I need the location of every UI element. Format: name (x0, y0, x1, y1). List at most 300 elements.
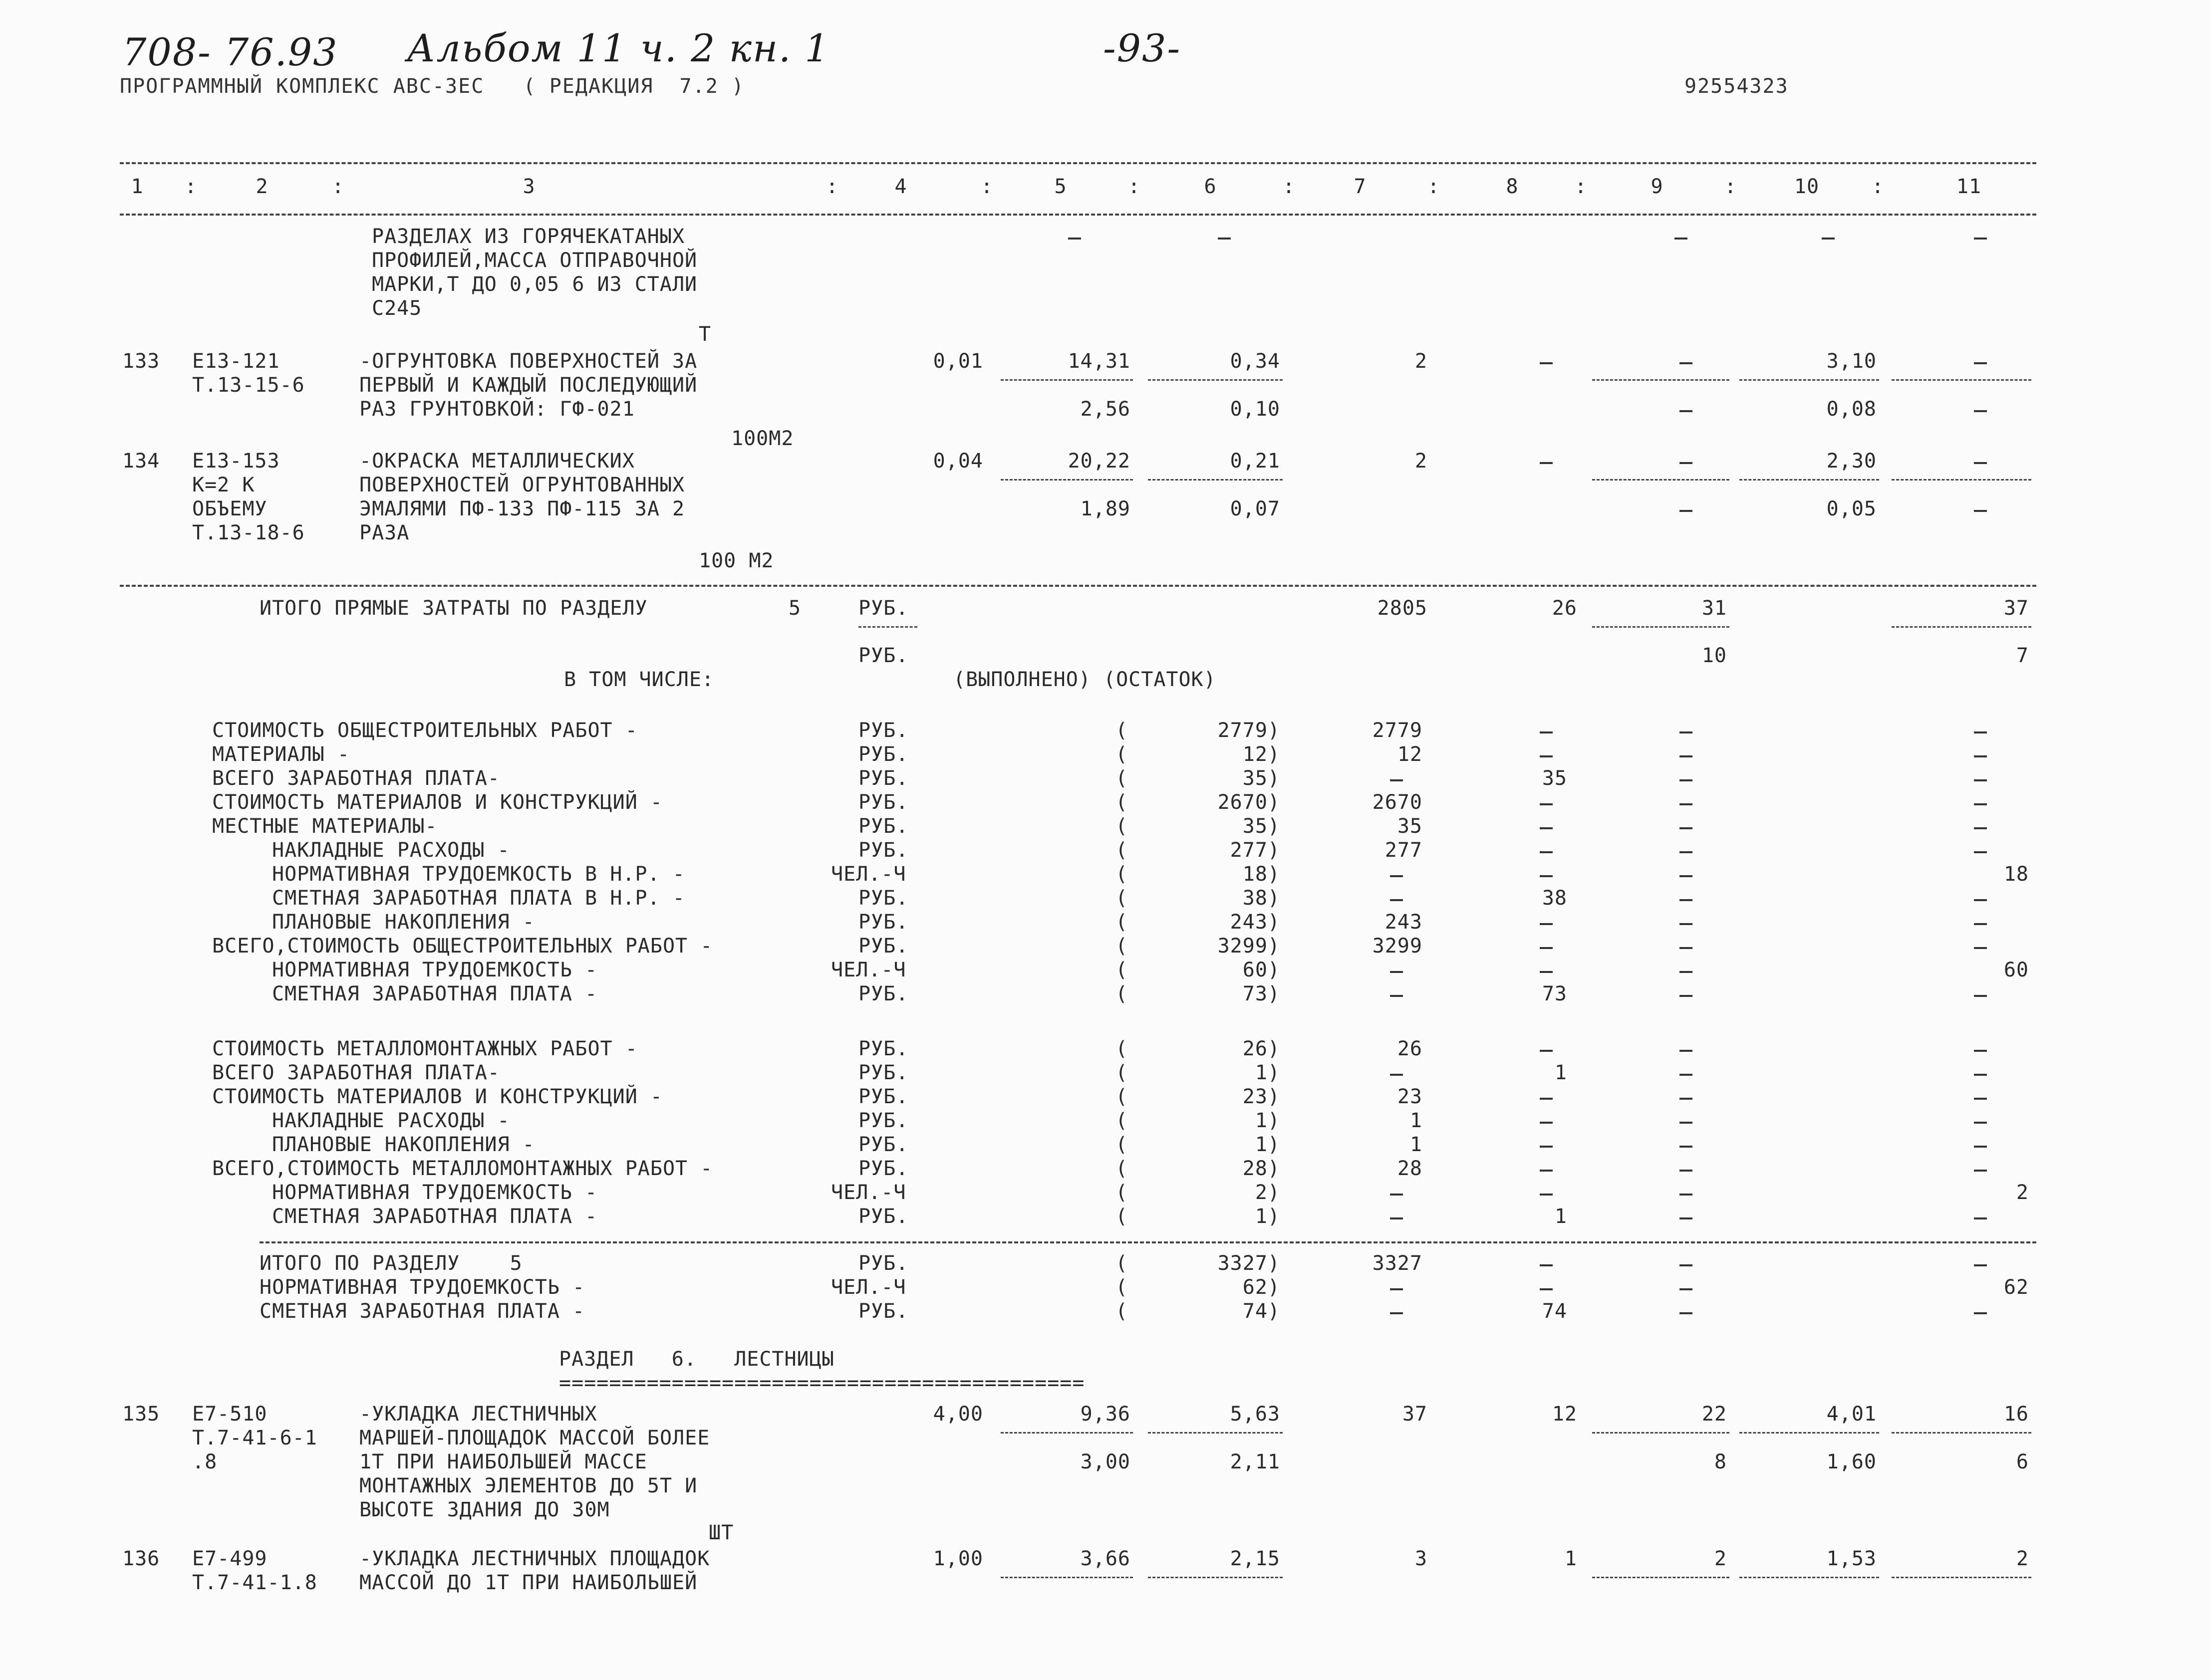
empty-value-dash (1974, 1312, 1987, 1314)
empty-value-dash (1679, 971, 1692, 973)
breakdown-label: ПЛАНОВЫЕ НАКОПЛЕНИЯ - (272, 1133, 535, 1156)
breakdown-label: НАКЛАДНЫЕ РАСХОДЫ - (272, 839, 510, 862)
work-description: МОНТАЖНЫХ ЭЛЕМЕНТОВ ДО 5Т И (359, 1474, 698, 1497)
column-separator: : (1427, 175, 1440, 198)
section-6-title: РАЗДЕЛ 6. ЛЕСТНИЦЫ (559, 1348, 834, 1371)
column-separator: : (826, 175, 839, 198)
machine-cost-secondary: 8 (1714, 1450, 1727, 1473)
measure-unit: 100М2 (731, 427, 794, 450)
breakdown-unit: РУБ. (858, 1061, 909, 1084)
empty-value-dash (1540, 755, 1553, 757)
empty-value-dash (1679, 1098, 1692, 1100)
section-6-underline: ========================================== (559, 1372, 1085, 1395)
empty-value-dash (1540, 875, 1553, 877)
empty-value-dash (1679, 1288, 1692, 1290)
empty-value-dash (1974, 1217, 1987, 1219)
breakdown-c11: 18 (2003, 863, 2029, 886)
breakdown-label: НОРМАТИВНАЯ ТРУДОЕМКОСТЬ - (272, 1181, 598, 1204)
subtotal-rule (1739, 379, 1879, 381)
section-total-remaining: 3327) (1217, 1252, 1280, 1275)
breakdown-unit: РУБ. (858, 791, 909, 814)
paren-open: ( (1115, 815, 1128, 838)
subtotal-rule (1001, 479, 1133, 480)
empty-value-dash (1679, 1217, 1692, 1219)
subtotal-rule (1148, 1577, 1283, 1578)
subtotal-rule (1892, 1432, 2031, 1434)
empty-value-dash (1540, 947, 1553, 949)
empty-value-dash (1679, 851, 1692, 853)
section-total-label: ИТОГО ПО РАЗДЕЛУ 5 (260, 1252, 523, 1275)
measure-unit: 100 М2 (699, 549, 774, 572)
column-header-6: 6 (1204, 175, 1217, 198)
breakdown-c8: 38 (1542, 887, 1567, 910)
subtotal-rule (1148, 479, 1283, 480)
labor-hours: 3,10 (1826, 350, 1877, 373)
paren-open: ( (1115, 1133, 1128, 1156)
empty-value-dash (1974, 1122, 1987, 1124)
breakdown-label: СТОИМОСТЬ МЕТАЛЛОМОНТАЖНЫХ РАБОТ - (212, 1037, 638, 1060)
breakdown-label: СТОИМОСТЬ МАТЕРИАЛОВ И КОНСТРУКЦИЙ - (212, 791, 663, 814)
paren-open: ( (1115, 863, 1128, 886)
empty-value-dash (1679, 731, 1692, 733)
quantity: 0,01 (933, 350, 983, 373)
empty-value-dash (1679, 755, 1692, 757)
done-remain-header: (ВЫПОЛНЕНО) (ОСТАТОК) (953, 668, 1216, 691)
labor-hours: 2,30 (1826, 450, 1877, 473)
paren-open: ( (1115, 791, 1128, 814)
breakdown-label: НОРМАТИВНАЯ ТРУДОЕМКОСТЬ - (272, 959, 598, 981)
empty-value-dash (1679, 1194, 1692, 1196)
quantity: 4,00 (933, 1403, 983, 1426)
empty-value-dash (1540, 362, 1553, 364)
empty-value-dash (1068, 238, 1081, 240)
total-labor: 16 (2003, 1403, 2029, 1426)
empty-value-dash (1679, 875, 1692, 877)
breakdown-remaining: 35) (1242, 767, 1280, 790)
breakdown-remaining: 28) (1242, 1157, 1280, 1180)
quantity: 0,04 (933, 450, 983, 473)
paren-open: ( (1115, 1276, 1128, 1299)
norm-code: ОБЪЕМУ (192, 497, 268, 520)
continuation-unit: Т (699, 323, 712, 346)
empty-value-dash (1679, 1146, 1692, 1148)
work-description: РАЗА (359, 521, 410, 544)
direct-costs-label: ИТОГО ПРЯМЫЕ ЗАТРАТЫ ПО РАЗДЕЛУ (260, 597, 648, 620)
empty-value-dash (1974, 1050, 1987, 1052)
empty-value-dash (1679, 1122, 1692, 1124)
machine-salary: 10 (1701, 644, 1727, 667)
labor-hours-secondary: 0,05 (1826, 497, 1877, 520)
breakdown-remaining: 1) (1255, 1109, 1280, 1132)
breakdown-c11: 2 (2016, 1181, 2029, 1204)
paren-open: ( (1115, 1037, 1128, 1060)
empty-value-dash (1974, 803, 1987, 805)
empty-value-dash (1679, 947, 1692, 949)
norm-code: Т.13-18-6 (192, 521, 305, 544)
work-description: ЭМАЛЯМИ ПФ-133 ПФ-115 ЗА 2 (359, 497, 685, 520)
total-labor-secondary: 6 (2016, 1450, 2029, 1473)
column-separator: : (332, 175, 345, 198)
total-direct-salary: 26 (1552, 597, 1577, 620)
subtotal-rule (1892, 479, 2031, 480)
section-total-remaining: 62) (1242, 1276, 1280, 1299)
subtotal-rule (1001, 1432, 1133, 1434)
machine-cost: 22 (1701, 1403, 1727, 1426)
paren-open: ( (1115, 1181, 1128, 1204)
breakdown-label: НОРМАТИВНАЯ ТРУДОЕМКОСТЬ В Н.Р. - (272, 863, 685, 886)
subtotal-rule (1892, 626, 2031, 628)
empty-value-dash (1974, 947, 1987, 949)
breakdown-remaining: 23) (1242, 1085, 1280, 1108)
paren-open: ( (1115, 1300, 1128, 1323)
norm-code: Е13-121 (192, 350, 280, 373)
empty-value-dash (1974, 238, 1987, 240)
empty-value-dash (1540, 1146, 1553, 1148)
column-separator: : (1283, 175, 1296, 198)
column-separator: : (1872, 175, 1885, 198)
work-description: -ОКРАСКА МЕТАЛЛИЧЕСКИХ (359, 450, 635, 473)
work-description: -УКЛАДКА ЛЕСТНИЧНЫХ (359, 1403, 597, 1426)
empty-value-dash (1974, 779, 1987, 781)
total-cost: 3 (1414, 1547, 1427, 1570)
breakdown-label: МАТЕРИАЛЫ - (212, 743, 350, 766)
subtotal-rule (1739, 1577, 1879, 1578)
empty-value-dash (1974, 755, 1987, 757)
breakdown-label: СТОИМОСТЬ МАТЕРИАЛОВ И КОНСТРУКЦИЙ - (212, 1085, 663, 1108)
unit-cost: 20,22 (1068, 450, 1130, 473)
empty-value-dash (1974, 827, 1987, 829)
paren-open: ( (1115, 1085, 1128, 1108)
empty-value-dash (1679, 1050, 1692, 1052)
breakdown-remaining: 2670) (1217, 791, 1280, 814)
labor-hours-secondary: 1,60 (1826, 1450, 1877, 1473)
breakdown-unit: РУБ. (858, 935, 909, 958)
breakdown-unit: РУБ. (858, 743, 909, 766)
empty-value-dash (1540, 827, 1553, 829)
column-header-3: 3 (523, 175, 536, 198)
breakdown-unit: РУБ. (858, 839, 909, 862)
breakdown-remaining: 1) (1255, 1133, 1280, 1156)
breakdown-c7: 12 (1397, 743, 1422, 766)
total-salary: 1 (1564, 1547, 1577, 1570)
empty-value-dash (1540, 462, 1553, 464)
empty-value-dash (1679, 1312, 1692, 1314)
empty-value-dash (1974, 1146, 1987, 1148)
header-rule-bottom (120, 214, 2036, 216)
empty-value-dash (1974, 362, 1987, 364)
section-total-rule (260, 1241, 2036, 1243)
breakdown-unit: РУБ. (858, 719, 909, 742)
unit-salary: 2,15 (1230, 1547, 1280, 1570)
unit-salary-secondary: 2,11 (1230, 1450, 1280, 1473)
total-labor: 2 (2016, 1547, 2029, 1570)
empty-value-dash (1822, 238, 1835, 240)
breakdown-label: ВСЕГО ЗАРАБОТНАЯ ПЛАТА- (212, 1061, 500, 1084)
breakdown-unit: ЧЕЛ.-Ч (831, 1181, 906, 1204)
norm-code: Е13-153 (192, 450, 280, 473)
breakdown-remaining: 73) (1242, 982, 1280, 1005)
empty-value-dash (1674, 238, 1687, 240)
unit-rub: РУБ. (858, 597, 909, 620)
machine-cost: 2 (1714, 1547, 1727, 1570)
empty-value-dash (1390, 875, 1403, 877)
breakdown-remaining: 277) (1230, 839, 1280, 862)
empty-value-dash (1540, 851, 1553, 853)
measure-unit: ШТ (709, 1521, 734, 1544)
empty-value-dash (1679, 1264, 1692, 1266)
total-salary: 12 (1552, 1403, 1577, 1426)
breakdown-c8: 1 (1554, 1061, 1567, 1084)
unit-cost: 9,36 (1080, 1403, 1130, 1426)
paren-open: ( (1115, 982, 1128, 1005)
breakdown-c8: 73 (1542, 982, 1567, 1005)
column-header-9: 9 (1651, 175, 1663, 198)
section-total-label: СМЕТНАЯ ЗАРАБОТНАЯ ПЛАТА - (260, 1300, 585, 1323)
norm-code: Е7-510 (192, 1403, 268, 1426)
column-header-7: 7 (1354, 175, 1367, 198)
breakdown-c8: 35 (1542, 767, 1567, 790)
subtotal-rule (1592, 1577, 1729, 1578)
column-separator: : (1724, 175, 1737, 198)
breakdown-remaining: 1) (1255, 1061, 1280, 1084)
empty-value-dash (1679, 995, 1692, 997)
empty-value-dash (1540, 1170, 1553, 1172)
position-number: 136 (122, 1547, 160, 1570)
breakdown-unit: РУБ. (858, 815, 909, 838)
unit-salary: 5,63 (1230, 1403, 1280, 1426)
position-number: 135 (122, 1403, 160, 1426)
norm-code: .8 (192, 1450, 218, 1473)
work-description: -ОГРУНТОВКА ПОВЕРХНОСТЕЙ ЗА (359, 350, 698, 373)
unit-salary-secondary: 0,10 (1230, 398, 1280, 421)
breakdown-unit: ЧЕЛ.-Ч (831, 863, 906, 886)
unit-rub: РУБ. (858, 644, 909, 667)
work-description: РАЗ ГРУНТОВКОЙ: ГФ-021 (359, 398, 635, 421)
total-direct-cost: 2805 (1377, 597, 1427, 620)
column-header-1: 1 (131, 175, 144, 198)
work-description: МАССОЙ ДО 1Т ПРИ НАИБОЛЬШЕЙ (359, 1571, 698, 1594)
breakdown-remaining: 38) (1242, 887, 1280, 910)
breakdown-remaining: 243) (1230, 911, 1280, 934)
column-header-5: 5 (1054, 175, 1067, 198)
column-separator: : (1575, 175, 1588, 198)
subtotal-rule (1739, 1432, 1879, 1434)
breakdown-c7: 1 (1409, 1133, 1422, 1156)
empty-value-dash (1974, 731, 1987, 733)
section-total-label: НОРМАТИВНАЯ ТРУДОЕМКОСТЬ - (260, 1276, 585, 1299)
breakdown-c7: 2779 (1372, 719, 1422, 742)
empty-value-dash (1974, 410, 1987, 412)
paren-open: ( (1115, 911, 1128, 934)
empty-value-dash (1390, 1194, 1403, 1196)
work-description: ПОВЕРХНОСТЕЙ ОГРУНТОВАННЫХ (359, 474, 685, 496)
handwritten-album: Альбом 11 ч. 2 кн. 1 (407, 26, 830, 70)
breakdown-remaining: 1) (1255, 1205, 1280, 1228)
breakdown-unit: РУБ. (858, 887, 909, 910)
breakdown-label: СМЕТНАЯ ЗАРАБОТНАЯ ПЛАТА - (272, 1205, 598, 1228)
position-number: 134 (122, 450, 160, 473)
header-rule-top (120, 162, 2036, 164)
norm-code: Т.7-41-6-1 (192, 1427, 317, 1449)
breakdown-label: НАКЛАДНЫЕ РАСХОДЫ - (272, 1109, 510, 1132)
empty-value-dash (1540, 1194, 1553, 1196)
total-direct-machine: 31 (1701, 597, 1727, 620)
breakdown-label: СМЕТНАЯ ЗАРАБОТНАЯ ПЛАТА В Н.Р. - (272, 887, 685, 910)
subtotal-rule (1739, 479, 1879, 480)
empty-value-dash (1974, 923, 1987, 925)
subtotal-rule (1592, 379, 1729, 381)
labor-hours-secondary: 0,08 (1826, 398, 1877, 421)
subtotal-rule (1001, 1577, 1133, 1578)
empty-value-dash (1540, 731, 1553, 733)
continuation-description: РАЗДЕЛАХ ИЗ ГОРЯЧЕКАТАНЫХ (372, 225, 685, 248)
continuation-description: С245 (372, 297, 422, 320)
empty-value-dash (1679, 923, 1692, 925)
breakdown-c7: 23 (1397, 1085, 1422, 1108)
unit-cost-secondary: 2,56 (1080, 398, 1130, 421)
section-total-remaining: 74) (1242, 1300, 1280, 1323)
labor-hours: 4,01 (1826, 1403, 1877, 1426)
breakdown-c7: 3299 (1372, 935, 1422, 958)
empty-value-dash (1540, 803, 1553, 805)
breakdown-unit: РУБ. (858, 1133, 909, 1156)
empty-value-dash (1679, 1170, 1692, 1172)
breakdown-c11: 60 (2003, 959, 2029, 981)
section-total-unit: РУБ. (858, 1300, 909, 1323)
paren-open: ( (1115, 1109, 1128, 1132)
empty-value-dash (1218, 238, 1231, 240)
breakdown-label: ПЛАНОВЫЕ НАКОПЛЕНИЯ - (272, 911, 535, 934)
unit-cost-secondary: 3,00 (1080, 1450, 1130, 1473)
quantity: 1,00 (933, 1547, 983, 1570)
breakdown-remaining: 35) (1242, 815, 1280, 838)
breakdown-c7: 243 (1384, 911, 1422, 934)
unit-salary: 0,21 (1230, 450, 1280, 473)
norm-code: К=2 К (192, 474, 255, 496)
position-number: 133 (122, 350, 160, 373)
unit-underline (858, 626, 917, 628)
breakdown-remaining: 18) (1242, 863, 1280, 886)
breakdown-unit: РУБ. (858, 1109, 909, 1132)
subtotal-rule (1592, 626, 1729, 628)
column-header-4: 4 (894, 175, 907, 198)
subtotal-rule (1892, 1577, 2031, 1578)
empty-value-dash (1679, 827, 1692, 829)
paren-open: ( (1115, 839, 1128, 862)
work-description: ВЫСОТЕ ЗДАНИЯ ДО 30М (359, 1498, 610, 1521)
work-description: ПЕРВЫЙ И КАЖДЫЙ ПОСЛЕДУЮЩИЙ (359, 374, 698, 397)
breakdown-unit: РУБ. (858, 1037, 909, 1060)
work-description: -УКЛАДКА ЛЕСТНИЧНЫХ ПЛОЩАДОК (359, 1547, 710, 1570)
breakdown-label: ВСЕГО,СТОИМОСТЬ ОБЩЕСТРОИТЕЛЬНЫХ РАБОТ - (212, 935, 713, 958)
empty-value-dash (1974, 462, 1987, 464)
empty-value-dash (1540, 1122, 1553, 1124)
section-total-unit: ЧЕЛ.-Ч (831, 1276, 906, 1299)
norm-code: Е7-499 (192, 1547, 268, 1570)
labor-hours: 1,53 (1826, 1547, 1877, 1570)
breakdown-remaining: 2779) (1217, 719, 1280, 742)
empty-value-dash (1974, 1074, 1987, 1076)
paren-open: ( (1115, 1061, 1128, 1084)
breakdown-c7: 1 (1409, 1109, 1422, 1132)
empty-value-dash (1390, 1288, 1403, 1290)
paren-open: ( (1115, 743, 1128, 766)
paren-open: ( (1115, 719, 1128, 742)
empty-value-dash (1974, 1264, 1987, 1266)
continuation-description: МАРКИ,Т ДО 0,05 6 ИЗ СТАЛИ (372, 273, 698, 296)
section-total-unit: РУБ. (858, 1252, 909, 1275)
empty-value-dash (1540, 923, 1553, 925)
empty-value-dash (1540, 971, 1553, 973)
breakdown-remaining: 26) (1242, 1037, 1280, 1060)
breakdown-remaining: 60) (1242, 959, 1280, 981)
column-separator: : (185, 175, 198, 198)
program-title: ПРОГРАММНЫЙ КОМПЛЕКС АВС-3ЕС ( РЕДАКЦИЯ 7.2 ) (120, 75, 745, 98)
breakdown-unit: РУБ. (858, 1205, 909, 1228)
handwritten-page-number: -93- (1103, 26, 1181, 70)
breakdown-c8: 1 (1554, 1205, 1567, 1228)
breakdown-c7: 277 (1384, 839, 1422, 862)
including-label: В ТОМ ЧИСЛЕ: (564, 668, 714, 691)
continuation-description: ПРОФИЛЕЙ,МАССА ОТПРАВОЧНОЙ (372, 249, 698, 272)
breakdown-unit: ЧЕЛ.-Ч (831, 959, 906, 981)
subtotal-rule (1592, 1432, 1729, 1434)
breakdown-unit: РУБ. (858, 1085, 909, 1108)
column-header-2: 2 (256, 175, 269, 198)
total-cost: 37 (1402, 1403, 1427, 1426)
empty-value-dash (1974, 995, 1987, 997)
breakdown-label: СТОИМОСТЬ ОБЩЕСТРОИТЕЛЬНЫХ РАБОТ - (212, 719, 638, 742)
column-header-11: 11 (1956, 175, 1982, 198)
unit-cost: 3,66 (1080, 1547, 1130, 1570)
work-description: МАРШЕЙ-ПЛОЩАДОК МАССОЙ БОЛЕЕ (359, 1427, 710, 1449)
column-separator: : (981, 175, 994, 198)
empty-value-dash (1679, 899, 1692, 901)
breakdown-unit: РУБ. (858, 1157, 909, 1180)
empty-value-dash (1540, 1264, 1553, 1266)
handwritten-code: 708- 76.93 (122, 30, 338, 74)
breakdown-remaining: 3299) (1217, 935, 1280, 958)
paren-open: ( (1115, 887, 1128, 910)
breakdown-unit: РУБ. (858, 982, 909, 1005)
paren-open: ( (1115, 767, 1128, 790)
empty-value-dash (1679, 779, 1692, 781)
unit-salary-secondary: 0,07 (1230, 497, 1280, 520)
section-rule (120, 585, 2036, 587)
empty-value-dash (1540, 1288, 1553, 1290)
breakdown-label: СМЕТНАЯ ЗАРАБОТНАЯ ПЛАТА - (272, 982, 598, 1005)
labor-salary: 7 (2016, 644, 2029, 667)
subtotal-rule (1892, 379, 2031, 381)
section-total-c7: 3327 (1372, 1252, 1422, 1275)
breakdown-c7: 2670 (1372, 791, 1422, 814)
breakdown-label: МЕСТНЫЕ МАТЕРИАЛЫ- (212, 815, 438, 838)
paren-open: ( (1115, 935, 1128, 958)
document-number: 92554323 (1684, 75, 1789, 98)
breakdown-unit: РУБ. (858, 911, 909, 934)
section-total-c8: 74 (1542, 1300, 1567, 1323)
column-header-8: 8 (1506, 175, 1519, 198)
subtotal-rule (1148, 379, 1283, 381)
section-number: 5 (789, 597, 802, 620)
subtotal-rule (1592, 479, 1729, 480)
empty-value-dash (1974, 1098, 1987, 1100)
empty-value-dash (1679, 1074, 1692, 1076)
empty-value-dash (1974, 1170, 1987, 1172)
paren-open: ( (1115, 1205, 1128, 1228)
norm-code: Т.7-41-1.8 (192, 1571, 317, 1594)
breakdown-remaining: 12) (1242, 743, 1280, 766)
